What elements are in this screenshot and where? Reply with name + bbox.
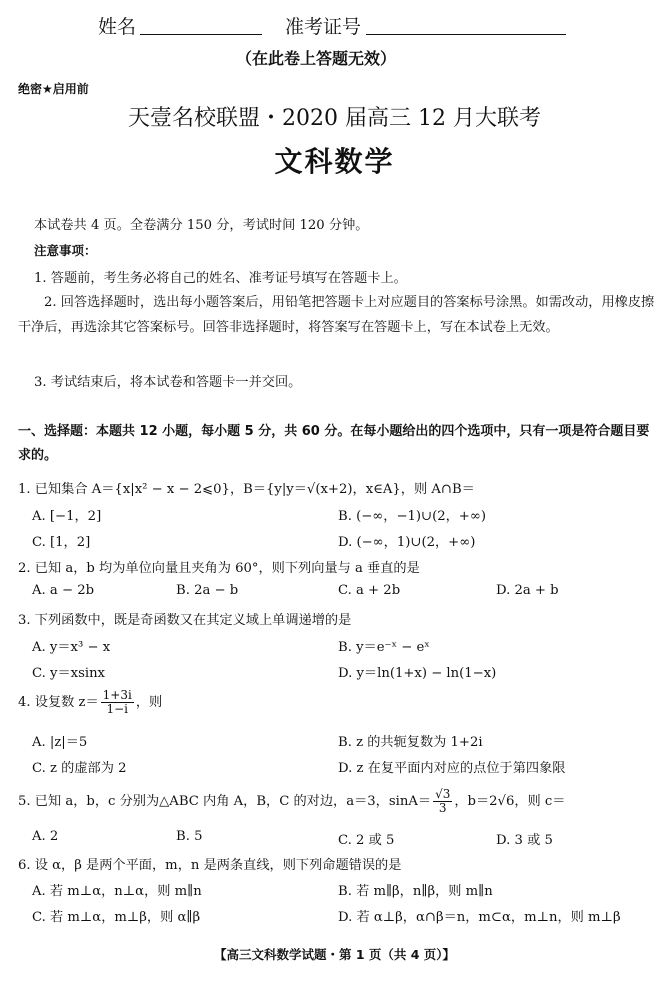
question-3-stem: 3. 下列函数中，既是奇函数又在其定义域上单调递增的是 (18, 613, 352, 628)
question-2-stem: 2. 已知 a，b 均为单位向量且夹角为 60°，则下列向量与 a 垂直的是 (18, 561, 420, 576)
question-4-option-d: D. z 在复平面内对应的点位于第四象限 (338, 761, 566, 776)
exam-title: 天壹名校联盟・2020 届高三 12 月大联考 (128, 106, 541, 131)
question-4-option-c: C. z 的虚部为 2 (32, 761, 127, 776)
question-5-option-d: D. 3 或 5 (496, 833, 553, 848)
question-1-option-d: D. (−∞，1)∪(2，+∞) (338, 535, 476, 550)
question-6-option-c: C. 若 m⊥α，m⊥β，则 α∥β (32, 910, 201, 925)
question-4-fraction-denominator: 1−i (106, 702, 129, 716)
question-5-fraction-denominator: 3 (438, 801, 447, 815)
question-2-option-b: B. 2a − b (176, 583, 239, 598)
question-5-option-b: B. 5 (176, 829, 203, 844)
question-4-fraction (101, 689, 134, 716)
question-2-option-a: A. a − 2b (32, 583, 95, 598)
name-label: 姓名 (98, 16, 137, 38)
no-answer-notice: （在此卷上答题无效） (236, 49, 397, 68)
question-6-stem: 6. 设 α，β 是两个平面，m，n 是两条直线，则下列命题错误的是 (18, 858, 402, 873)
question-6-option-d: D. 若 α⊥β，α∩β＝n，m⊂α，m⊥n，则 m⊥β (338, 910, 621, 925)
subject-title: 文科数学 (274, 145, 395, 178)
exam-id-label: 准考证号 (285, 16, 362, 38)
question-3-option-b: B. y＝e⁻ˣ − eˣ (338, 640, 430, 655)
question-4-stem (18, 689, 162, 716)
question-4-option-a: A. |z|＝5 (32, 735, 88, 750)
question-1-option-b: B. (−∞，−1)∪(2，+∞) (338, 509, 486, 524)
question-5-option-c: C. 2 或 5 (338, 833, 395, 848)
question-1-stem: 1. 已知集合 A＝{x|x² − x − 2⩽0}，B＝{y|y＝√(x+2)，x∈A}，则 A∩B＝ (18, 482, 475, 497)
question-1-option-a: A. [−1，2] (32, 509, 102, 524)
question-4-option-b: B. z 的共轭复数为 1+2i (338, 735, 483, 750)
exam-id-underline (366, 34, 566, 35)
question-6-option-b: B. 若 m∥β，n∥β，则 m∥n (338, 884, 493, 899)
section-one-heading: 一、选择题：本题共 12 小题，每小题 5 分，共 60 分。在每小题给出的四个选项中，只有一项是符合题目要求的。 (18, 424, 650, 463)
notes-heading: 注意事项： (34, 243, 97, 258)
question-3-option-a: A. y＝x³ − x (32, 640, 111, 655)
note-item-2: 2. 回答选择题时，选出每小题答案后，用铅笔把答题卡上对应题目的答案标号涂黑。如需改动，用橡皮擦干净后，再选涂其它答案标号。回答非选择题时，将答案写在答题卡上，写在本试卷上无效。 (18, 295, 655, 335)
question-5-option-a: A. 2 (32, 829, 59, 844)
page-footer: 【高三文科数学试题・第 1 页（共 4 页）】 (213, 947, 456, 962)
question-5-stem-prefix: 5. 已知 a，b，c 分别为△ABC 内角 A，B，C 的对边，a＝3，sinA＝ (18, 794, 432, 809)
question-4-fraction-numerator: 1+3i (102, 688, 132, 702)
question-5-fraction (433, 788, 452, 815)
question-1-option-c: C. [1，2] (32, 535, 91, 550)
question-3-option-c: C. y＝xsinx (32, 666, 105, 681)
note-item-3: 3. 考试结束后，将本试卷和答题卡一并交回。 (34, 375, 302, 390)
intro-text: 本试卷共 4 页。全卷满分 150 分，考试时间 120 分钟。 (34, 218, 369, 233)
secret-mark: 绝密★启用前 (18, 82, 89, 96)
question-2-option-c: C. a + 2b (338, 583, 401, 598)
question-5-fraction-numerator: √3 (435, 787, 451, 801)
question-4-stem-suffix: ，则 (135, 695, 163, 710)
question-5-stem-suffix: ，b＝2√6，则 c＝ (454, 794, 566, 809)
note-item-1: 1. 答题前，考生务必将自己的姓名、准考证号填写在答题卡上。 (34, 271, 407, 286)
question-5-stem (18, 788, 565, 815)
question-2-option-d: D. 2a + b (496, 583, 559, 598)
question-6-option-a: A. 若 m⊥α，n⊥α，则 m∥n (32, 884, 202, 899)
question-4-stem-prefix: 4. 设复数 z＝ (18, 695, 99, 710)
question-3-option-d: D. y＝ln(1+x) − ln(1−x) (338, 666, 497, 681)
name-underline (140, 34, 262, 35)
